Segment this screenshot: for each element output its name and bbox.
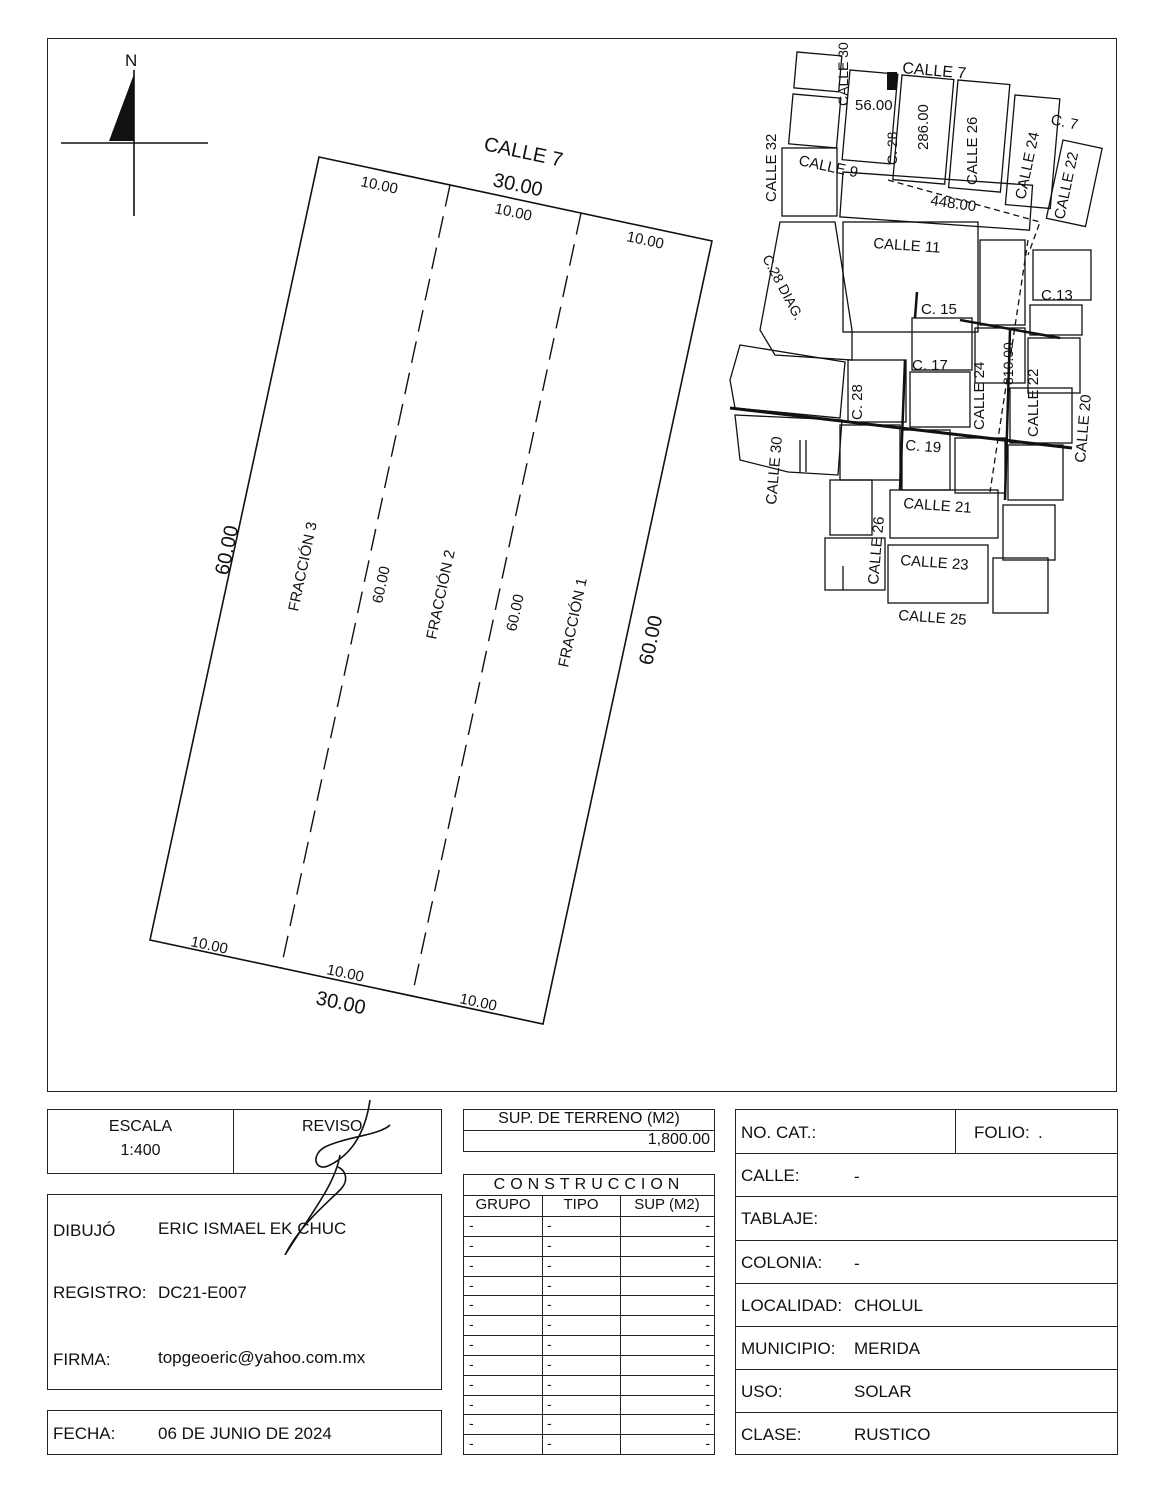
map-street-calle20: CALLE 20 [1072, 393, 1095, 464]
registro-value: DC21-E007 [158, 1283, 247, 1302]
construccion-cell: - [547, 1415, 552, 1432]
fecha-value: 06 DE JUNIO DE 2024 [158, 1424, 332, 1443]
colonia-label: COLONIA: [741, 1253, 823, 1272]
municipio-label: MUNICIPIO: [741, 1339, 836, 1358]
map-street-calle26-low: CALLE 26 [865, 515, 888, 586]
map-street-calle22-top: CALLE 22 [1051, 150, 1083, 221]
construccion-cell: - [469, 1316, 474, 1333]
north-label: N [125, 51, 138, 70]
map-street-calle7: CALLE 7 [901, 60, 967, 83]
signature-icon [270, 1095, 430, 1255]
map-street-c28-top: C. 28 [884, 131, 900, 165]
construccion-cell: - [469, 1276, 474, 1293]
back-segment-2: 10.00 [325, 961, 366, 986]
construccion-cell: - [547, 1336, 552, 1352]
fraction-3-label: FRACCIÓN 3 [285, 520, 321, 613]
construccion-label: CONSTRUCCION [493, 1176, 685, 1193]
municipio-value: MERIDA [854, 1339, 921, 1358]
construccion-cell: - [469, 1236, 474, 1253]
construccion-cell: - [469, 1435, 474, 1452]
map-street-calle21: CALLE 21 [902, 495, 973, 517]
map-street-calle30-top: CALLE 30 [835, 42, 851, 106]
plan-street-label: CALLE 7 [481, 133, 565, 172]
construccion-header: GRUPO [475, 1196, 531, 1213]
map-street-c28-mid: C. 28 [849, 384, 866, 420]
fraction-1-label: FRACCIÓN 1 [555, 576, 591, 669]
construccion-header: TIPO [563, 1196, 599, 1213]
uso-label: USO: [741, 1382, 783, 1401]
reviso-label: REVISO [302, 1118, 363, 1135]
map-street-c19: C. 19 [904, 437, 942, 457]
map-street-c28-diag: C.28 DIAG. [759, 251, 808, 323]
construccion-cell: - [547, 1435, 552, 1452]
right-side-length: 60.00 [635, 613, 668, 668]
construccion-cell: - [547, 1276, 552, 1293]
calle-label: CALLE: [741, 1166, 800, 1185]
map-distance-448: 448.00 [929, 192, 978, 216]
construccion-cell: - [469, 1415, 474, 1432]
front-segment-3: 10.00 [625, 228, 666, 253]
dibujo-label: DIBUJÓ [53, 1221, 116, 1240]
sup-terreno-value: 1,800.00 [647, 1131, 710, 1148]
folio-label: FOLIO: [974, 1123, 1030, 1142]
map-street-calle25: CALLE 25 [897, 607, 968, 629]
escala-box [47, 1109, 234, 1174]
construccion-cell: - [705, 1375, 710, 1392]
map-street-calle23: CALLE 23 [899, 552, 970, 574]
construccion-cell: - [469, 1217, 474, 1233]
map-street-calle9: CALLE 9 [797, 152, 860, 182]
map-street-calle11: CALLE 11 [872, 235, 942, 257]
map-street-calle30-low: CALLE 30 [763, 435, 786, 506]
north-arrow-icon [61, 51, 208, 216]
construccion-cell: - [705, 1296, 710, 1313]
map-distance-810: 810.00 [1000, 342, 1016, 385]
construccion-table [463, 1174, 715, 1455]
front-total: 30.00 [490, 169, 545, 202]
back-segment-3: 10.00 [458, 990, 499, 1015]
construccion-cell: - [705, 1217, 710, 1233]
construccion-cell: - [547, 1236, 552, 1253]
construccion-cell: - [705, 1276, 710, 1293]
clase-label: CLASE: [741, 1425, 802, 1444]
construccion-cell: - [705, 1336, 710, 1352]
construccion-cell: - [547, 1316, 552, 1333]
construccion-cell: - [469, 1395, 474, 1412]
fecha-box [47, 1410, 442, 1455]
clase-value: RUSTICO [854, 1425, 931, 1444]
construccion-cell: - [705, 1355, 710, 1372]
construccion-cell: - [547, 1296, 552, 1313]
inner-left-length: 60.00 [369, 564, 394, 605]
map-street-calle24-mid: CALLE 24 [971, 361, 988, 430]
map-street-c7: C. 7 [1049, 111, 1080, 134]
map-street-c17: C. 17 [912, 357, 948, 374]
back-segment-1: 10.00 [189, 933, 230, 958]
front-segment-2: 10.00 [493, 200, 534, 225]
sup-terreno-label: SUP. DE TERRENO (M2) [498, 1110, 680, 1127]
construccion-cell: - [705, 1316, 710, 1333]
calle-value: - [854, 1167, 860, 1186]
construccion-cell: - [705, 1415, 710, 1432]
cadastral-box [735, 1109, 1118, 1455]
firma-label: FIRMA: [53, 1350, 111, 1369]
map-distance-286: 286.00 [915, 104, 932, 150]
firma-value: topgeoeric@yahoo.com.mx [158, 1348, 366, 1367]
dibujo-value: ERIC ISMAEL EK CHUC [158, 1219, 347, 1238]
map-street-calle22-mid: CALLE 22 [1025, 368, 1042, 437]
sup-terreno-box [463, 1109, 715, 1152]
folio-value: . [1038, 1123, 1043, 1142]
colonia-value: - [854, 1254, 860, 1273]
construccion-cell: - [547, 1395, 552, 1412]
construccion-cell: - [469, 1256, 474, 1273]
map-street-calle26-top: CALLE 26 [964, 116, 981, 185]
escala-value: 1:400 [120, 1142, 161, 1159]
map-street-c15: C. 15 [921, 301, 957, 318]
no-cat-label: NO. CAT.: [741, 1123, 817, 1142]
construccion-cell: - [705, 1236, 710, 1253]
construccion-grid [464, 1195, 714, 1454]
localidad-label: LOCALIDAD: [741, 1296, 843, 1315]
fraction-2-label: FRACCIÓN 2 [423, 548, 459, 641]
map-street-c13: C.13 [1041, 287, 1073, 304]
tablaje-label: TABLAJE: [741, 1209, 819, 1228]
construccion-cell: - [469, 1375, 474, 1392]
construccion-cell: - [469, 1296, 474, 1313]
localidad-value: CHOLUL [854, 1296, 923, 1315]
map-street-calle32: CALLE 32 [763, 133, 780, 202]
construccion-cell: - [547, 1355, 552, 1372]
construccion-cell: - [547, 1256, 552, 1273]
construccion-header: SUP (M2) [634, 1196, 700, 1213]
map-distance-56: 56.00 [855, 97, 893, 114]
construccion-cell: - [705, 1435, 710, 1452]
construccion-cell: - [547, 1217, 552, 1233]
escala-label: ESCALA [108, 1118, 173, 1135]
map-street-calle24-top: CALLE 24 [1012, 130, 1044, 201]
fecha-label: FECHA: [53, 1424, 116, 1443]
registro-label: REGISTRO: [53, 1283, 147, 1302]
left-side-length: 60.00 [211, 523, 244, 578]
back-total: 30.00 [313, 987, 368, 1020]
uso-value: SOLAR [854, 1382, 912, 1401]
lot-plan [150, 133, 712, 1024]
construccion-cell: - [469, 1336, 474, 1352]
construccion-cell: - [705, 1256, 710, 1273]
inner-right-length: 60.00 [503, 592, 528, 633]
construccion-cell: - [705, 1395, 710, 1412]
front-segment-1: 10.00 [359, 173, 400, 198]
construccion-cell: - [547, 1375, 552, 1392]
construccion-cell: - [469, 1355, 474, 1372]
